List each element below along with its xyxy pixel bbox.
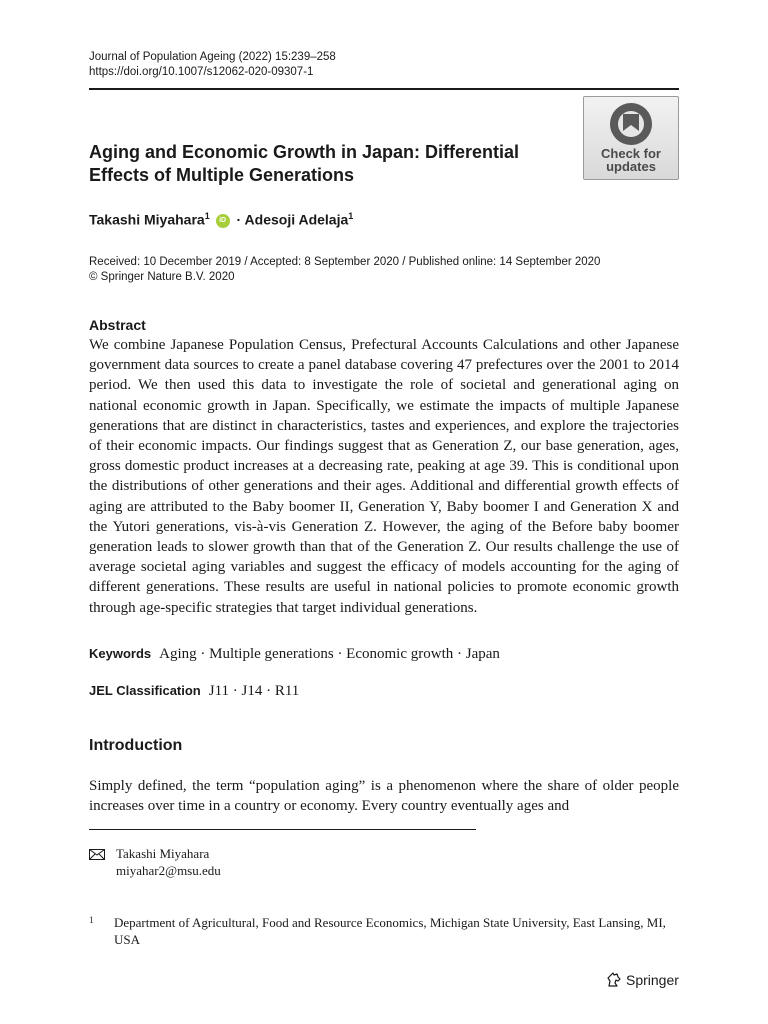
keywords-label: Keywords xyxy=(89,646,152,661)
check-for-updates-label: Check for updates xyxy=(601,146,661,174)
footnote-rule xyxy=(89,829,476,830)
keywords xyxy=(89,646,500,663)
correspondence xyxy=(89,845,221,879)
affiliation xyxy=(89,914,679,948)
author-separator: · xyxy=(236,211,242,228)
crossmark-icon xyxy=(606,101,656,147)
orcid-icon[interactable]: iD xyxy=(216,214,230,228)
abstract-text: We combine Japanese Population Census, Prefectural Accounts Calculations and other Japanese government data sources to create a panel database covering 47 prefectures over the 2001 to 2014 period. We then used this data to investigate the role of societal and generational aging on national economic growth in Japan. Specifically, we estimate the impacts of multiple Japanese generations that are distinct in characteristics, tastes and experiences, and explore the trajectories of their economic impacts. Our findings suggest that as Generation Z, our base generation, ages, gross domestic product increases at a decreasing rate, peaking at age 39. This is conditional upon the distributions of other generations and their ages. Additional and differential growth effects of aging are attributed to the Baby boomer II, Generation Y, Baby boomer I and Generation X and the Yutori generations, vis-à-vis Generation Z. However, the aging of the Before baby boomer generation leads to slower growth than that of the Generation Z. Our results challenge the use of average societal aging variables and suggest the efficacy of models accounting for the aging of different generations. These results are useful in national policies to promote economic growth through age-specific strategies that target individual generations. xyxy=(89,337,679,616)
introduction-text: Simply defined, the term “population aging” is a phenomenon where the share of older people increases over time in a country or economy. Every country eventually ages and xyxy=(89,778,679,815)
dates-line: Received: 10 December 2019 / Accepted: 8 September 2020 / Published online: 14 September 2020 xyxy=(89,256,601,268)
publisher-logo xyxy=(606,972,679,988)
article-title: Aging and Economic Growth in Japan: Differential Effects of Multiple Generations xyxy=(89,142,520,185)
header-rule xyxy=(89,88,679,90)
author-affil-ref: 1 xyxy=(348,211,354,221)
jel-label: JEL Classification xyxy=(89,683,201,698)
springer-horse-icon xyxy=(606,972,622,988)
journal-citation: Journal of Population Ageing (2022) 15:239–258 xyxy=(89,51,336,63)
copyright-line: © Springer Nature B.V. 2020 xyxy=(89,271,235,283)
journal-header xyxy=(89,50,336,80)
affiliation-text: Department of Agricultural, Food and Resource Economics, Michigan State University, East Lansing, MI, USA xyxy=(114,915,666,947)
jel-text: J11 · J14 · R11 xyxy=(208,683,300,699)
author-list xyxy=(89,211,353,228)
envelope-icon xyxy=(89,849,105,860)
author-affil-ref: 1 xyxy=(204,211,210,221)
publisher-name: Springer xyxy=(626,972,679,988)
corresponding-author-name: Takashi Miyahara xyxy=(116,846,210,861)
doi-link[interactable]: https://doi.org/10.1007/s12062-020-09307-1 xyxy=(89,66,314,78)
introduction-heading: Introduction xyxy=(89,737,183,754)
affiliation-number: 1 xyxy=(89,915,94,925)
abstract-heading: Abstract xyxy=(89,317,146,333)
corresponding-author-email[interactable]: miyahar2@msu.edu xyxy=(116,863,221,878)
check-for-updates-badge[interactable] xyxy=(583,96,679,180)
jel-classification xyxy=(89,683,299,700)
author-name[interactable]: Adesoji Adelaja xyxy=(244,211,349,228)
publication-dates xyxy=(89,255,600,285)
author-name[interactable]: Takashi Miyahara xyxy=(89,211,205,228)
keywords-text: Aging · Multiple generations · Economic growth · Japan xyxy=(159,646,500,662)
